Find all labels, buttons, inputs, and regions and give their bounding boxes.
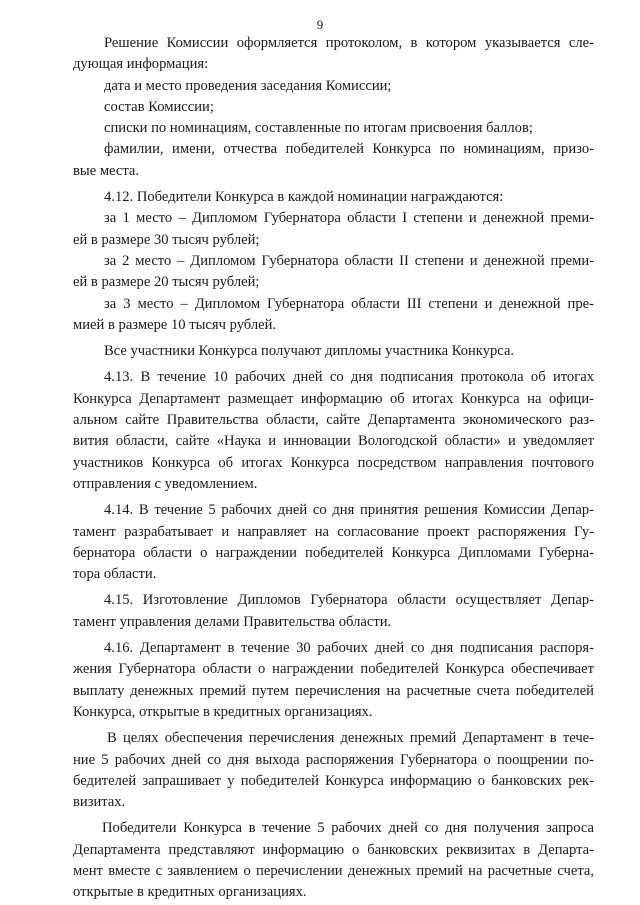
text-line: тамент разрабатывает и направляет на согласование проект распоряжения Гу-: [73, 523, 594, 540]
text-line: 4.12. Победители Конкурса в каждой номинации награждаются:: [104, 189, 504, 206]
text-line: дата и место проведения заседания Комиссии;: [104, 77, 392, 94]
text-line: Решение Комиссии оформляется протоколом, в котором указывается сле-: [104, 35, 594, 51]
text-line: ние 5 рабочих дней со дня выхода распоряжения Губернатора о поощрении по-: [73, 751, 594, 768]
text-line: вития области, сайте «Наука и инновации Вологодской области» и уведомляет: [73, 433, 594, 450]
text-line: Победители Конкурса в течение 5 рабочих дней со дня получения запроса: [102, 820, 594, 837]
text-line: отправления с уведомлением.: [73, 475, 258, 492]
text-line: мией в размере 10 тысяч рублей.: [73, 316, 277, 333]
text-line: 4.13. В течение 10 рабочих дней со дня подписания протокола об итогах: [104, 369, 594, 386]
page-number: 9: [316, 17, 324, 32]
text-line: Департамента представляют информацию о банковских реквизитах в Департа-: [73, 841, 594, 858]
text-line: выплату денежных премий путем перечисления на расчетные счета победителей: [73, 682, 594, 699]
text-line: состав Комиссии;: [104, 98, 214, 115]
text-line: Все участники Конкурса получают дипломы участника Конкурса.: [104, 343, 515, 360]
text-line: участников Конкурса об итогах Конкурса посредством направления почтового: [73, 454, 594, 471]
text-line: тамент управления делами Правительства области.: [73, 613, 392, 630]
text-line: фамилии, имени, отчества победителей Конкурса по номинациям, призо-: [104, 141, 594, 158]
text-line: 4.16. Департамент в течение 30 рабочих дней со дня подписания распоря-: [104, 640, 594, 657]
text-line: списки по номинациям, составленные по итогам присвоения баллов;: [104, 120, 533, 137]
text-line: бернатора области о награждении победителей Конкурса Дипломами Губерна-: [73, 544, 594, 561]
text-line: мент вместе с заявлением о перечислении денежных премий на расчетные счета,: [73, 862, 594, 879]
text-line: тора области.: [73, 566, 157, 583]
text-line: за 1 место – Дипломом Губернатора области I степени и денежной преми-: [104, 210, 594, 227]
text-line: визитах.: [73, 794, 126, 811]
text-line: ей в размере 20 тысяч рублей;: [73, 274, 260, 291]
text-line: открытые в кредитных организациях.: [73, 884, 307, 901]
text-line: бедителей запрашивает у победителей Конкурса информацию о банковских рек-: [73, 772, 594, 789]
text-line: ей в размере 30 тысяч рублей;: [73, 231, 260, 248]
text-line: за 2 место – Дипломом Губернатора области II степени и денежной преми-: [104, 252, 594, 269]
text-line: В целях обеспечения перечисления денежных премий Департамент в тече-: [107, 730, 594, 747]
text-line: Конкурса, открытые в кредитных организациях.: [73, 703, 373, 720]
text-line: вые места.: [73, 162, 140, 179]
text-line: Конкурса Департамент размещает информацию об итогах Конкурса на офици-: [73, 390, 594, 407]
text-line: 4.15. Изготовление Дипломов Губернатора области осуществляет Депар-: [104, 592, 594, 609]
text-line: альном сайте Правительства области, сайте Департамента экономического раз-: [73, 412, 594, 429]
text-line: 4.14. В течение 5 рабочих дней со дня принятия решения Комиссии Депар-: [104, 502, 594, 519]
document-body: [73, 33, 594, 904]
text-line: за 3 место – Дипломом Губернатора области III степени и денежной пре-: [104, 295, 594, 312]
text-line: жения Губернатора области о награждении победителей Конкурса обеспечивает: [73, 661, 594, 678]
text-line: дующая информация:: [73, 56, 209, 73]
